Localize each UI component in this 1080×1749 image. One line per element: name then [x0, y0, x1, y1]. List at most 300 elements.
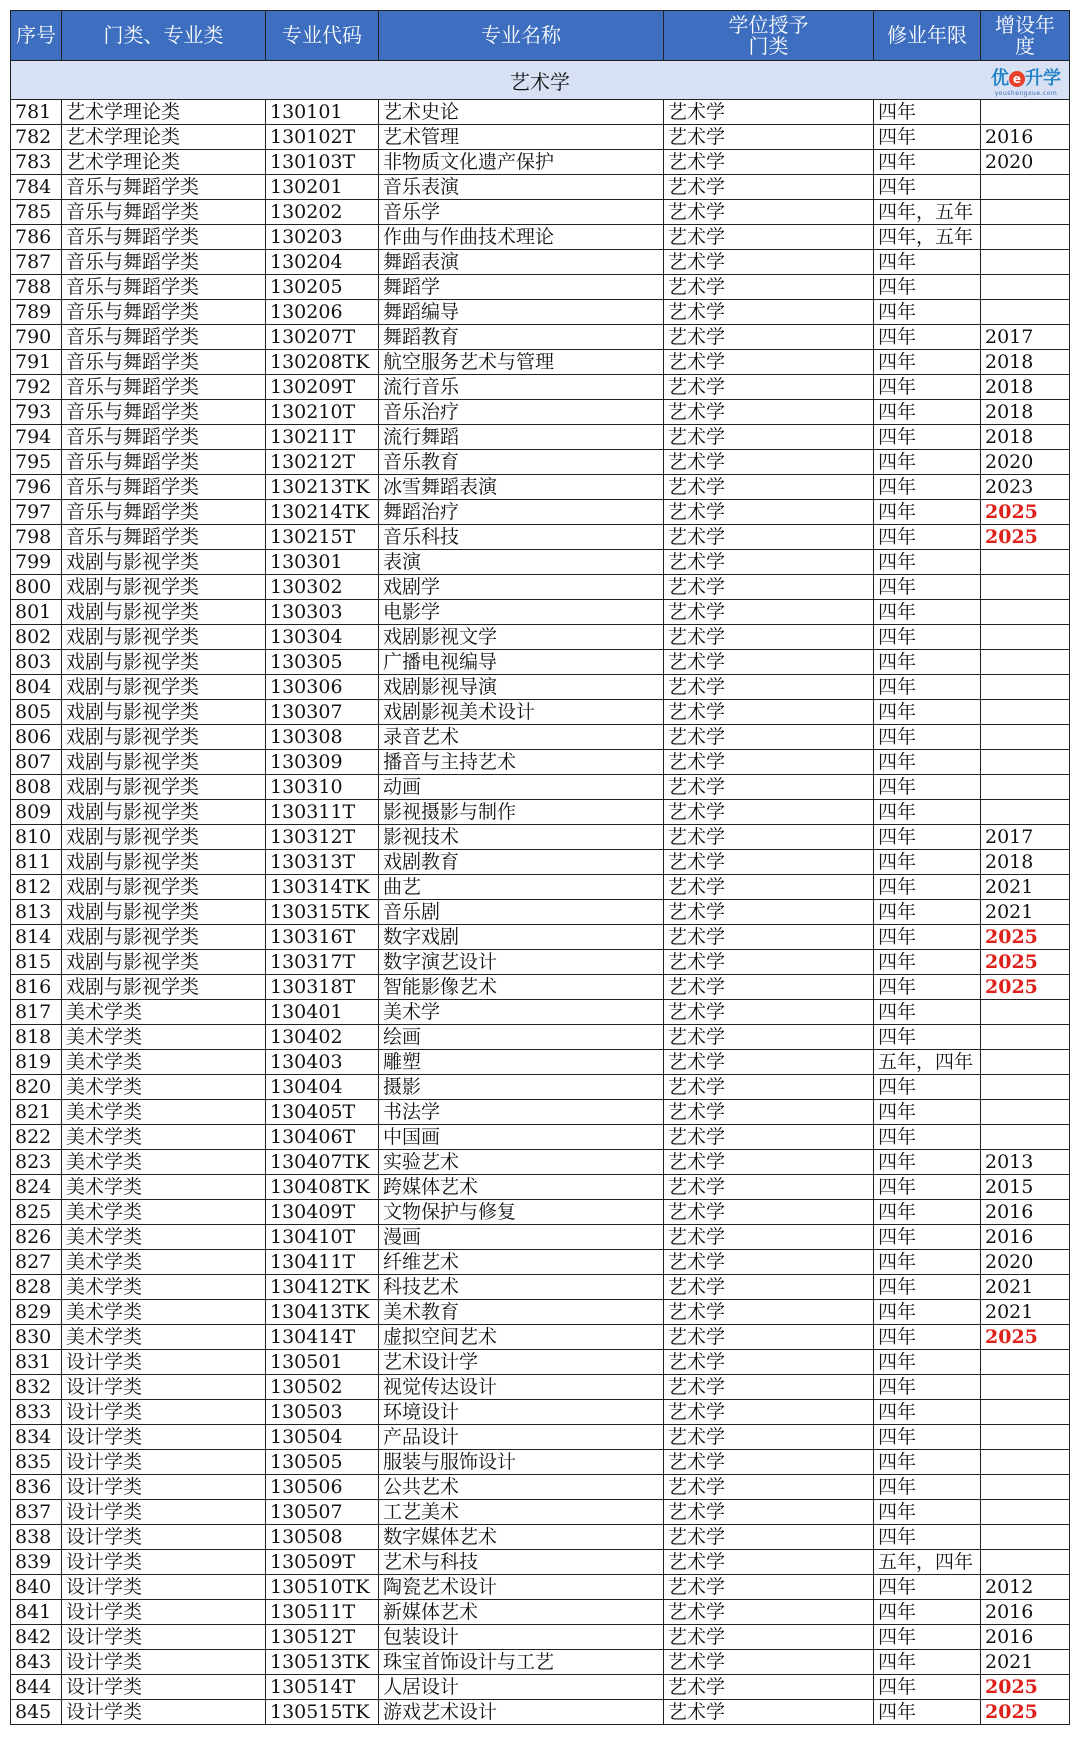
- row-category: 美术学类: [62, 1125, 266, 1150]
- row-added: 2021: [981, 1650, 1070, 1675]
- row-added: 2025: [981, 1325, 1070, 1350]
- table-row: [11, 1650, 1070, 1675]
- row-years: 四年: [874, 1650, 981, 1675]
- row-no: 808: [11, 775, 62, 800]
- table-row: [11, 850, 1070, 875]
- row-degree: 艺术学: [664, 1450, 874, 1475]
- row-name: 珠宝首饰设计与工艺: [379, 1650, 664, 1675]
- row-code: 130413TK: [266, 1300, 379, 1325]
- row-degree: 艺术学: [664, 1675, 874, 1700]
- row-name: 中国画: [379, 1125, 664, 1150]
- table-row: [11, 150, 1070, 175]
- row-category: 戏剧与影视学类: [62, 800, 266, 825]
- row-category: 美术学类: [62, 1150, 266, 1175]
- row-no: 811: [11, 850, 62, 875]
- row-no: 841: [11, 1600, 62, 1625]
- row-no: 784: [11, 175, 62, 200]
- table-row: [11, 950, 1070, 975]
- row-no: 795: [11, 450, 62, 475]
- row-years: 四年: [874, 1600, 981, 1625]
- row-added: [981, 225, 1070, 250]
- row-added: 2012: [981, 1575, 1070, 1600]
- row-category: 戏剧与影视学类: [62, 725, 266, 750]
- row-code: 130304: [266, 625, 379, 650]
- row-category: 美术学类: [62, 1025, 266, 1050]
- row-category: 设计学类: [62, 1625, 266, 1650]
- row-category: 戏剧与影视学类: [62, 950, 266, 975]
- table-row: [11, 1250, 1070, 1275]
- row-code: 130211T: [266, 425, 379, 450]
- row-degree: 艺术学: [664, 850, 874, 875]
- row-added: [981, 275, 1070, 300]
- row-code: 130410T: [266, 1225, 379, 1250]
- row-category: 美术学类: [62, 1100, 266, 1125]
- row-years: 四年: [874, 375, 981, 400]
- row-name: 曲艺: [379, 875, 664, 900]
- row-degree: 艺术学: [664, 1475, 874, 1500]
- row-category: 戏剧与影视学类: [62, 750, 266, 775]
- row-added: 2020: [981, 450, 1070, 475]
- row-years: 四年: [874, 1400, 981, 1425]
- row-no: 803: [11, 650, 62, 675]
- row-code: 130504: [266, 1425, 379, 1450]
- row-years: 四年: [874, 1625, 981, 1650]
- table-row: [11, 100, 1070, 125]
- row-code: 130314TK: [266, 875, 379, 900]
- row-code: 130309: [266, 750, 379, 775]
- row-name: 陶瓷艺术设计: [379, 1575, 664, 1600]
- table-row: [11, 400, 1070, 425]
- row-name: 实验艺术: [379, 1150, 664, 1175]
- row-added: [981, 175, 1070, 200]
- row-no: 836: [11, 1475, 62, 1500]
- row-code: 130315TK: [266, 900, 379, 925]
- row-category: 音乐与舞蹈学类: [62, 375, 266, 400]
- row-degree: 艺术学: [664, 825, 874, 850]
- row-added: 2016: [981, 1600, 1070, 1625]
- row-category: 美术学类: [62, 1275, 266, 1300]
- row-name: 环境设计: [379, 1400, 664, 1425]
- majors-table: [10, 10, 1070, 1725]
- row-degree: 艺术学: [664, 200, 874, 225]
- row-category: 设计学类: [62, 1400, 266, 1425]
- row-name: 音乐表演: [379, 175, 664, 200]
- row-category: 音乐与舞蹈学类: [62, 450, 266, 475]
- row-name: 数字演艺设计: [379, 950, 664, 975]
- row-degree: 艺术学: [664, 1575, 874, 1600]
- table-row: [11, 525, 1070, 550]
- row-name: 广播电视编导: [379, 650, 664, 675]
- row-name: 表演: [379, 550, 664, 575]
- row-years: 四年: [874, 1100, 981, 1125]
- row-name: 视觉传达设计: [379, 1375, 664, 1400]
- row-name: 美术教育: [379, 1300, 664, 1325]
- row-code: 130103T: [266, 150, 379, 175]
- row-code: 130207T: [266, 325, 379, 350]
- table-row: [11, 450, 1070, 475]
- row-added: [981, 100, 1070, 125]
- row-degree: 艺术学: [664, 475, 874, 500]
- row-name: 人居设计: [379, 1675, 664, 1700]
- table-row: [11, 1050, 1070, 1075]
- row-name: 产品设计: [379, 1425, 664, 1450]
- row-no: 788: [11, 275, 62, 300]
- row-code: 130203: [266, 225, 379, 250]
- row-name: 戏剧影视导演: [379, 675, 664, 700]
- row-added: 2025: [981, 525, 1070, 550]
- row-added: [981, 1500, 1070, 1525]
- row-years: 四年: [874, 900, 981, 925]
- row-degree: 艺术学: [664, 1225, 874, 1250]
- row-category: 设计学类: [62, 1600, 266, 1625]
- row-name: 艺术管理: [379, 125, 664, 150]
- table-row: [11, 650, 1070, 675]
- row-name: 美术学: [379, 1000, 664, 1025]
- table-row: [11, 1375, 1070, 1400]
- header-degree: 学位授予门类: [664, 11, 874, 61]
- row-name: 舞蹈表演: [379, 250, 664, 275]
- row-name: 新媒体艺术: [379, 1600, 664, 1625]
- row-degree: 艺术学: [664, 400, 874, 425]
- row-years: 四年: [874, 350, 981, 375]
- row-code: 130511T: [266, 1600, 379, 1625]
- row-code: 130101: [266, 100, 379, 125]
- row-category: 设计学类: [62, 1650, 266, 1675]
- row-years: 四年: [874, 1675, 981, 1700]
- row-added: 2023: [981, 475, 1070, 500]
- row-added: [981, 750, 1070, 775]
- row-degree: 艺术学: [664, 325, 874, 350]
- row-name: 影视摄影与制作: [379, 800, 664, 825]
- row-no: 812: [11, 875, 62, 900]
- row-years: 四年: [874, 1225, 981, 1250]
- brand-logo: 优 e 升学 youshengxue.com: [991, 68, 1061, 97]
- row-years: 四年: [874, 600, 981, 625]
- row-no: 791: [11, 350, 62, 375]
- row-no: 799: [11, 550, 62, 575]
- row-years: 四年: [874, 425, 981, 450]
- row-years: 四年: [874, 1025, 981, 1050]
- row-added: 2018: [981, 400, 1070, 425]
- row-category: 美术学类: [62, 1325, 266, 1350]
- row-no: 786: [11, 225, 62, 250]
- row-code: 130316T: [266, 925, 379, 950]
- table-row: [11, 1325, 1070, 1350]
- table-row: [11, 1350, 1070, 1375]
- row-name: 流行舞蹈: [379, 425, 664, 450]
- row-code: 130508: [266, 1525, 379, 1550]
- row-degree: 艺术学: [664, 1500, 874, 1525]
- row-degree: 艺术学: [664, 1250, 874, 1275]
- row-years: 四年: [874, 300, 981, 325]
- table-row: [11, 1300, 1070, 1325]
- row-no: 787: [11, 250, 62, 275]
- row-added: 2018: [981, 375, 1070, 400]
- row-years: 五年，四年: [874, 1550, 981, 1575]
- row-code: 130404: [266, 1075, 379, 1100]
- row-added: [981, 725, 1070, 750]
- row-code: 130213TK: [266, 475, 379, 500]
- row-no: 826: [11, 1225, 62, 1250]
- row-added: 2025: [981, 950, 1070, 975]
- row-code: 130210T: [266, 400, 379, 425]
- row-code: 130512T: [266, 1625, 379, 1650]
- row-years: 四年: [874, 1525, 981, 1550]
- table-row: [11, 375, 1070, 400]
- row-degree: 艺术学: [664, 1125, 874, 1150]
- row-code: 130307: [266, 700, 379, 725]
- row-degree: 艺术学: [664, 925, 874, 950]
- row-code: 130312T: [266, 825, 379, 850]
- row-no: 825: [11, 1200, 62, 1225]
- row-years: 四年: [874, 450, 981, 475]
- row-code: 130214TK: [266, 500, 379, 525]
- row-name: 戏剧影视文学: [379, 625, 664, 650]
- section-row: [11, 61, 1070, 100]
- table-row: [11, 1150, 1070, 1175]
- row-category: 设计学类: [62, 1475, 266, 1500]
- row-years: 四年: [874, 150, 981, 175]
- row-code: 130407TK: [266, 1150, 379, 1175]
- row-category: 音乐与舞蹈学类: [62, 200, 266, 225]
- row-no: 814: [11, 925, 62, 950]
- row-added: 2015: [981, 1175, 1070, 1200]
- row-name: 数字媒体艺术: [379, 1525, 664, 1550]
- row-code: 130317T: [266, 950, 379, 975]
- row-degree: 艺术学: [664, 275, 874, 300]
- row-no: 794: [11, 425, 62, 450]
- row-code: 130515TK: [266, 1700, 379, 1725]
- table-row: [11, 675, 1070, 700]
- row-no: 816: [11, 975, 62, 1000]
- row-name: 舞蹈教育: [379, 325, 664, 350]
- row-years: 四年，五年: [874, 225, 981, 250]
- row-code: 130506: [266, 1475, 379, 1500]
- row-code: 130505: [266, 1450, 379, 1475]
- row-code: 130102T: [266, 125, 379, 150]
- row-code: 130510TK: [266, 1575, 379, 1600]
- row-no: 822: [11, 1125, 62, 1150]
- row-years: 四年: [874, 475, 981, 500]
- row-no: 815: [11, 950, 62, 975]
- table-row: [11, 500, 1070, 525]
- table-row: [11, 1100, 1070, 1125]
- row-no: 790: [11, 325, 62, 350]
- row-degree: 艺术学: [664, 1325, 874, 1350]
- row-no: 817: [11, 1000, 62, 1025]
- row-category: 艺术学理论类: [62, 100, 266, 125]
- row-years: 四年: [874, 1375, 981, 1400]
- table-row: [11, 1400, 1070, 1425]
- row-years: 四年: [874, 175, 981, 200]
- row-no: 840: [11, 1575, 62, 1600]
- row-degree: 艺术学: [664, 425, 874, 450]
- row-added: [981, 1475, 1070, 1500]
- row-degree: 艺术学: [664, 1075, 874, 1100]
- row-code: 130403: [266, 1050, 379, 1075]
- table-row: [11, 725, 1070, 750]
- row-added: [981, 1550, 1070, 1575]
- row-no: 845: [11, 1700, 62, 1725]
- row-years: 四年: [874, 825, 981, 850]
- table-row: [11, 600, 1070, 625]
- row-years: 四年: [874, 775, 981, 800]
- row-category: 美术学类: [62, 1175, 266, 1200]
- row-code: 130503: [266, 1400, 379, 1425]
- header-added: 增设年度: [981, 11, 1070, 61]
- row-category: 美术学类: [62, 1300, 266, 1325]
- row-code: 130209T: [266, 375, 379, 400]
- row-name: 影视技术: [379, 825, 664, 850]
- row-years: 四年: [874, 1350, 981, 1375]
- row-name: 电影学: [379, 600, 664, 625]
- row-code: 130215T: [266, 525, 379, 550]
- row-no: 782: [11, 125, 62, 150]
- row-no: 821: [11, 1100, 62, 1125]
- row-added: 2020: [981, 150, 1070, 175]
- row-degree: 艺术学: [664, 700, 874, 725]
- table-row: [11, 1525, 1070, 1550]
- row-years: 四年: [874, 1250, 981, 1275]
- row-no: 829: [11, 1300, 62, 1325]
- row-added: [981, 625, 1070, 650]
- row-name: 游戏艺术设计: [379, 1700, 664, 1725]
- row-years: 四年: [874, 850, 981, 875]
- row-name: 动画: [379, 775, 664, 800]
- table-row: [11, 1225, 1070, 1250]
- row-years: 四年: [874, 1575, 981, 1600]
- row-category: 音乐与舞蹈学类: [62, 350, 266, 375]
- table-row: [11, 825, 1070, 850]
- row-added: 2021: [981, 875, 1070, 900]
- row-code: 130318T: [266, 975, 379, 1000]
- row-no: 827: [11, 1250, 62, 1275]
- row-code: 130501: [266, 1350, 379, 1375]
- table-row: [11, 1425, 1070, 1450]
- row-years: 四年: [874, 650, 981, 675]
- row-name: 戏剧学: [379, 575, 664, 600]
- row-category: 设计学类: [62, 1550, 266, 1575]
- row-years: 四年: [874, 1200, 981, 1225]
- row-added: [981, 775, 1070, 800]
- row-name: 舞蹈治疗: [379, 500, 664, 525]
- row-name: 服装与服饰设计: [379, 1450, 664, 1475]
- row-code: 130514T: [266, 1675, 379, 1700]
- row-degree: 艺术学: [664, 1150, 874, 1175]
- row-category: 设计学类: [62, 1675, 266, 1700]
- row-added: [981, 550, 1070, 575]
- row-name: 航空服务艺术与管理: [379, 350, 664, 375]
- row-category: 音乐与舞蹈学类: [62, 175, 266, 200]
- row-degree: 艺术学: [664, 1650, 874, 1675]
- row-category: 设计学类: [62, 1500, 266, 1525]
- row-no: 785: [11, 200, 62, 225]
- row-degree: 艺术学: [664, 1525, 874, 1550]
- row-no: 781: [11, 100, 62, 125]
- row-name: 艺术与科技: [379, 1550, 664, 1575]
- row-no: 813: [11, 900, 62, 925]
- row-category: 音乐与舞蹈学类: [62, 500, 266, 525]
- row-degree: 艺术学: [664, 1600, 874, 1625]
- row-added: 2021: [981, 1300, 1070, 1325]
- row-degree: 艺术学: [664, 1200, 874, 1225]
- row-name: 书法学: [379, 1100, 664, 1125]
- row-years: 四年: [874, 550, 981, 575]
- row-added: [981, 200, 1070, 225]
- table-row: [11, 1675, 1070, 1700]
- row-no: 833: [11, 1400, 62, 1425]
- row-added: 2016: [981, 1225, 1070, 1250]
- row-degree: 艺术学: [664, 225, 874, 250]
- row-years: 四年: [874, 1450, 981, 1475]
- row-added: 2013: [981, 1150, 1070, 1175]
- row-no: 809: [11, 800, 62, 825]
- row-degree: 艺术学: [664, 525, 874, 550]
- row-category: 戏剧与影视学类: [62, 925, 266, 950]
- row-code: 130205: [266, 275, 379, 300]
- row-category: 戏剧与影视学类: [62, 575, 266, 600]
- row-no: 837: [11, 1500, 62, 1525]
- row-name: 舞蹈学: [379, 275, 664, 300]
- row-no: 831: [11, 1350, 62, 1375]
- row-added: [981, 575, 1070, 600]
- row-category: 美术学类: [62, 1075, 266, 1100]
- row-code: 130301: [266, 550, 379, 575]
- row-name: 艺术史论: [379, 100, 664, 125]
- table-row: [11, 325, 1070, 350]
- row-years: 四年: [874, 1150, 981, 1175]
- row-degree: 艺术学: [664, 1275, 874, 1300]
- header-years: 修业年限: [874, 11, 981, 61]
- header-name: 专业名称: [379, 11, 664, 61]
- row-category: 音乐与舞蹈学类: [62, 225, 266, 250]
- header-row: [11, 11, 1070, 61]
- row-code: 130409T: [266, 1200, 379, 1225]
- row-name: 音乐剧: [379, 900, 664, 925]
- table-row: [11, 300, 1070, 325]
- row-category: 戏剧与影视学类: [62, 975, 266, 1000]
- row-degree: 艺术学: [664, 250, 874, 275]
- row-years: 四年: [874, 1125, 981, 1150]
- row-category: 美术学类: [62, 1250, 266, 1275]
- row-no: 819: [11, 1050, 62, 1075]
- row-name: 包装设计: [379, 1625, 664, 1650]
- table-row: [11, 1600, 1070, 1625]
- table-row: [11, 1175, 1070, 1200]
- row-years: 四年: [874, 400, 981, 425]
- row-category: 戏剧与影视学类: [62, 900, 266, 925]
- row-years: 四年: [874, 275, 981, 300]
- row-years: 四年: [874, 1000, 981, 1025]
- row-degree: 艺术学: [664, 1375, 874, 1400]
- row-years: 四年: [874, 1425, 981, 1450]
- row-category: 美术学类: [62, 1000, 266, 1025]
- row-code: 130401: [266, 1000, 379, 1025]
- row-category: 戏剧与影视学类: [62, 650, 266, 675]
- row-code: 130208TK: [266, 350, 379, 375]
- row-years: 四年: [874, 1075, 981, 1100]
- row-name: 戏剧教育: [379, 850, 664, 875]
- row-degree: 艺术学: [664, 1025, 874, 1050]
- row-degree: 艺术学: [664, 1700, 874, 1725]
- table-row: [11, 350, 1070, 375]
- row-years: 四年: [874, 925, 981, 950]
- row-name: 作曲与作曲技术理论: [379, 225, 664, 250]
- row-category: 戏剧与影视学类: [62, 825, 266, 850]
- row-name: 录音艺术: [379, 725, 664, 750]
- row-degree: 艺术学: [664, 750, 874, 775]
- row-added: [981, 1125, 1070, 1150]
